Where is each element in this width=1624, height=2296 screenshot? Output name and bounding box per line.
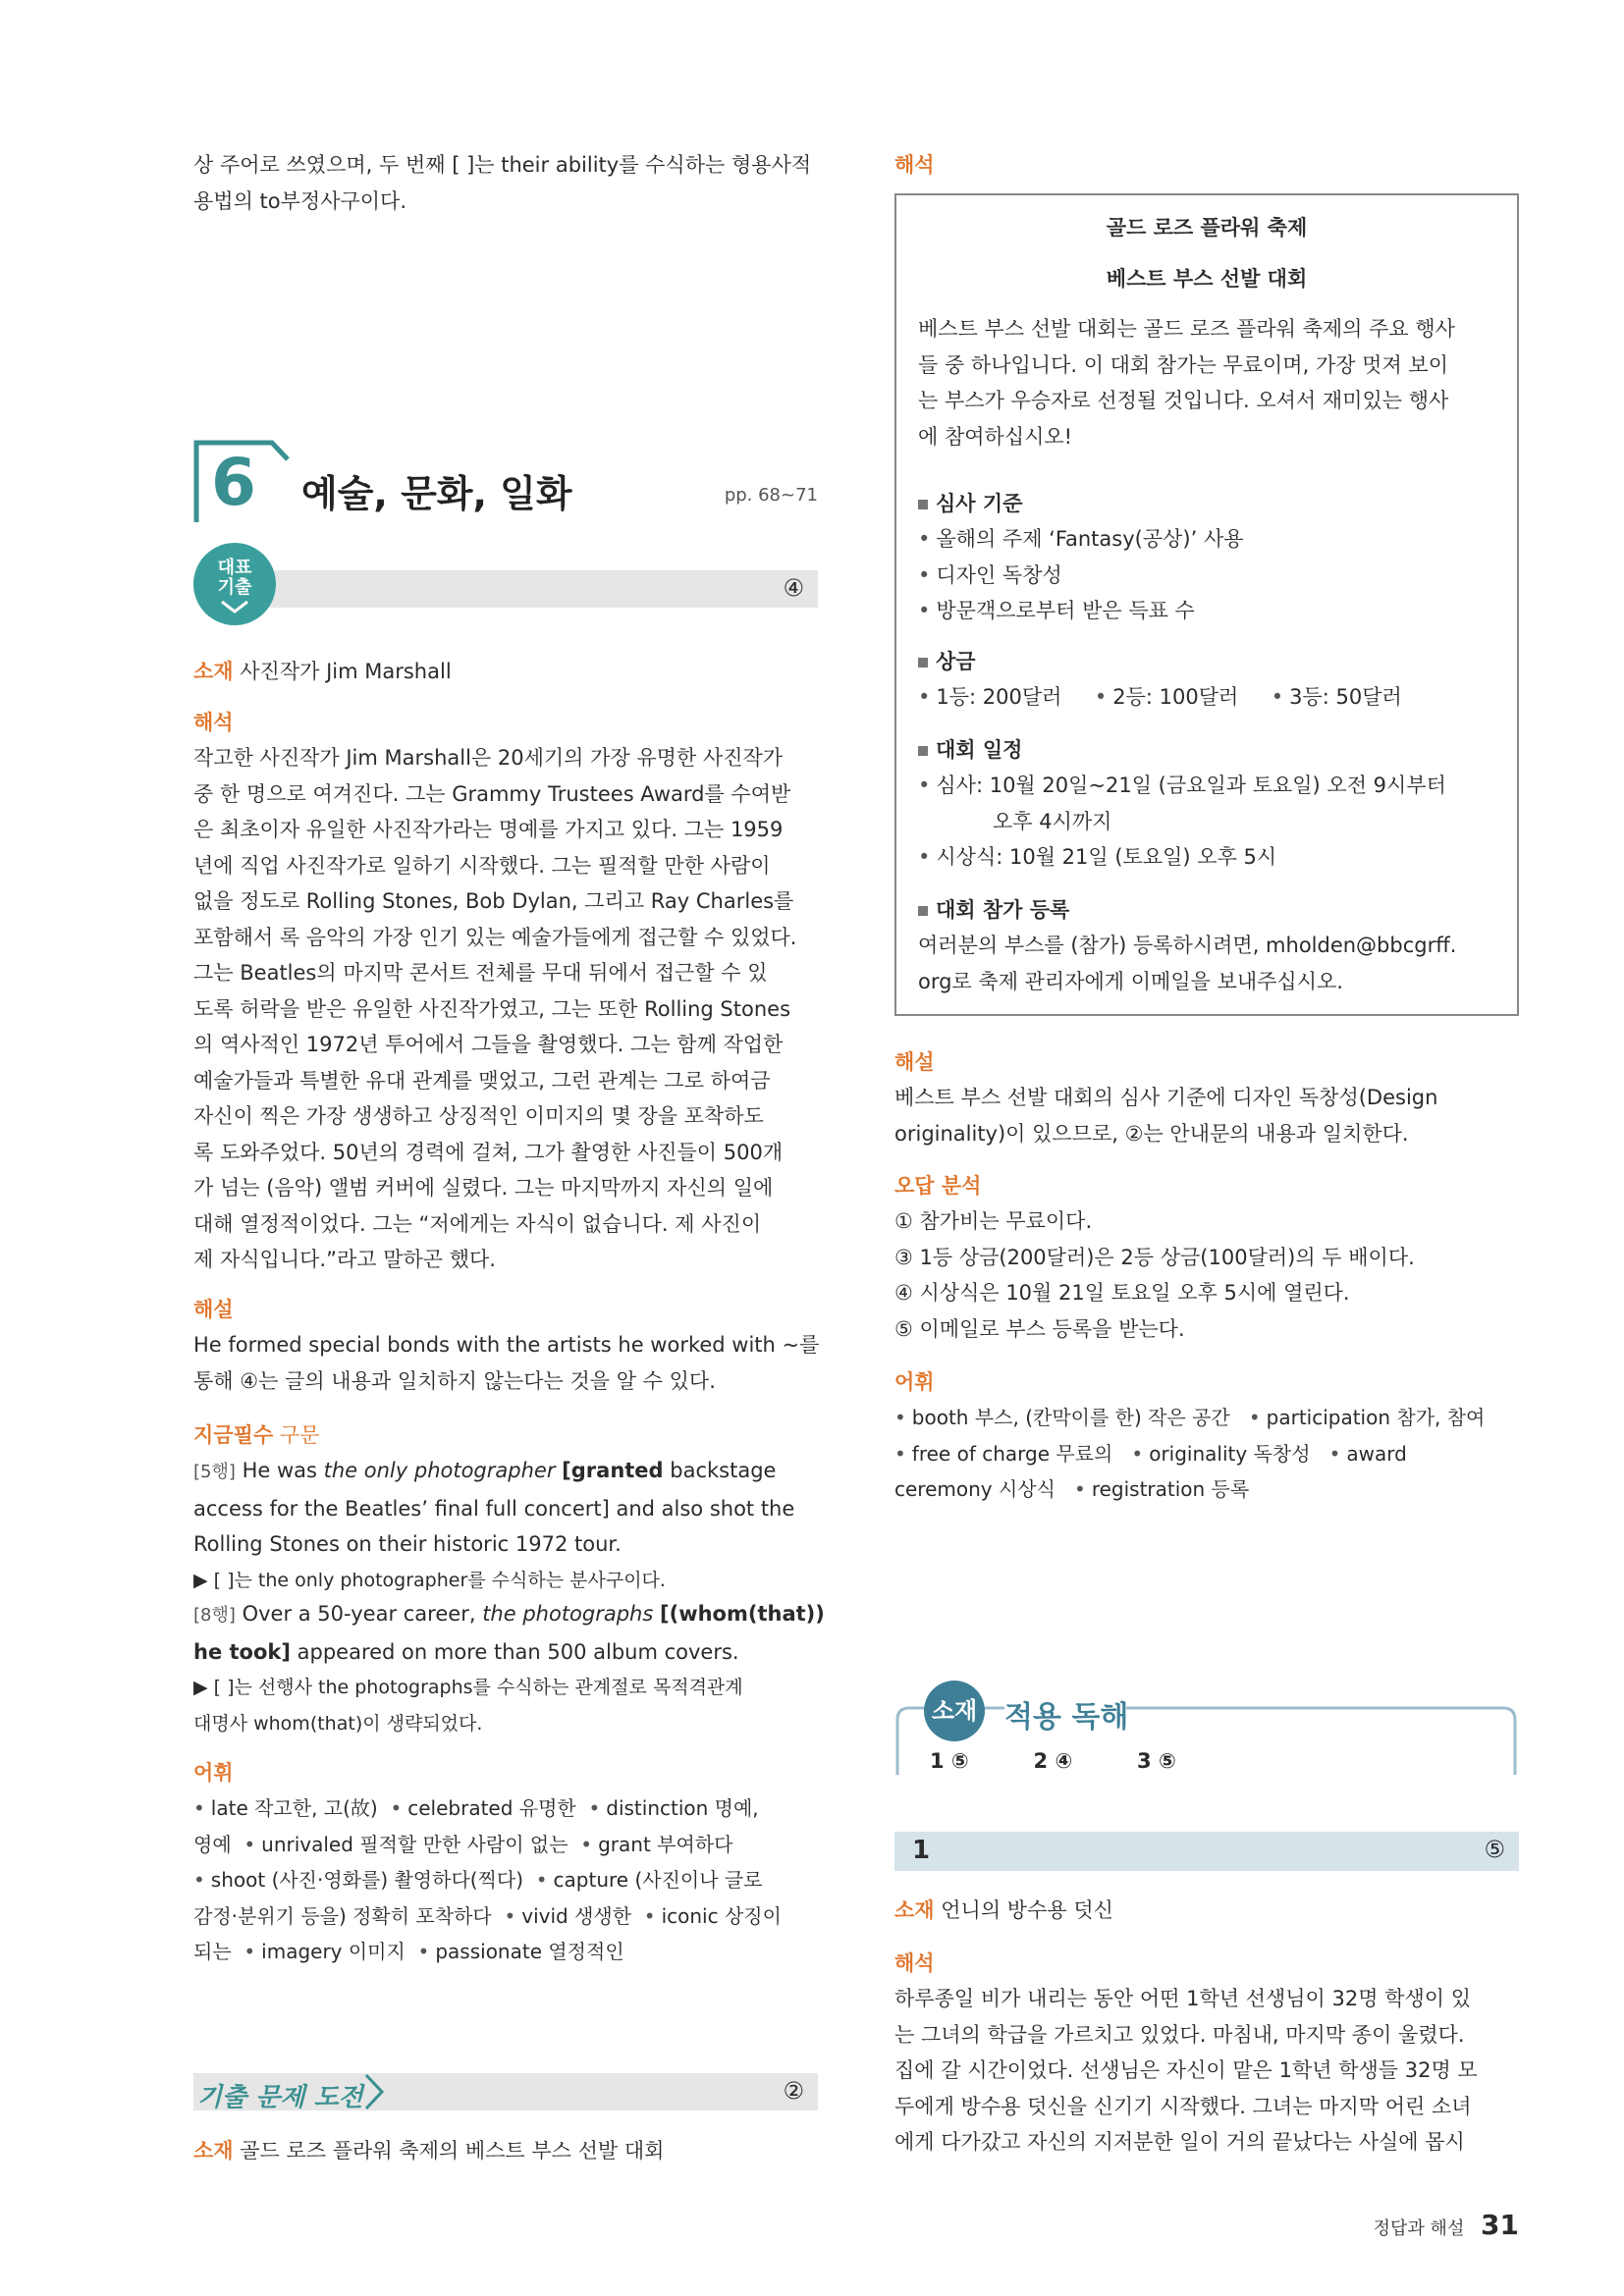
text-line: access for the Beatles’ final full concert] and also shot the (193, 1496, 795, 1521)
vocab-item: imagery 이미지 (261, 1940, 406, 1963)
haeseol-label: 해설 (894, 1050, 935, 1074)
text-line: ① 참가비는 무료이다. (894, 1209, 1093, 1233)
representative-bar (233, 570, 818, 608)
text-line: 년에 직업 사진작가로 일하기 시작했다. 그는 필적할 만한 사람이 (193, 853, 771, 878)
odap-list (894, 1203, 1519, 1347)
schedule-item: 심사: 10월 20일~21일 (금요일과 토요일) 오전 9시부터 (936, 774, 1446, 797)
page-number: 31 (1481, 2209, 1519, 2241)
notice-title: 골드 로즈 플라워 축제 (1106, 216, 1308, 240)
vocab-item: registration 등록 (1091, 1477, 1250, 1501)
registration-title: 대회 참가 등록 (918, 892, 1069, 929)
text-line: 들 중 하나입니다. 이 대회 참가는 무료이며, 가장 멋져 보이 (918, 352, 1449, 377)
sozae-label: 소재 (193, 2139, 234, 2163)
vocab-item: 감정·분위기 등을) 정확히 포착하다 (193, 1903, 492, 1928)
text-line: 상 주어로 쓰였으며, 두 번째 [ ]는 their ability를 수식하는 형용사적 (193, 153, 812, 177)
vocab-item: originality 독창성 (1149, 1441, 1311, 1466)
vocab-item: late 작고한, 고(故) (210, 1796, 378, 1820)
vocab-item: celebrated 유명한 (407, 1796, 576, 1820)
criteria-title: 심사 기준 (918, 486, 1022, 522)
challenge-bar (193, 2073, 818, 2110)
italic-span: the photographs (482, 1602, 654, 1626)
text-line: 록 도와주었다. 50년의 경력에 걸쳐, 그가 촬영한 사진들이 500개 (193, 1140, 784, 1164)
italic-span: the only photographer (323, 1459, 556, 1482)
text-line: 작고한 사진작가 Jim Marshall은 20세기의 가장 유명한 사진작가 (193, 746, 784, 770)
haeseok-paragraph (193, 740, 818, 1278)
haeseok-label: 해석 (894, 153, 935, 177)
challenge-title: 기출 문제 도전 (197, 2083, 363, 2112)
criteria-item: 방문객으로부터 받은 득표 수 (936, 599, 1195, 622)
challenge-answer: ② (783, 2077, 804, 2105)
apply-badge (924, 1681, 985, 1741)
text-line: 은 최초이자 유일한 사진작가라는 명예를 가지고 있다. 그는 1959 (193, 818, 784, 841)
vocab-item: award (1346, 1441, 1407, 1466)
haeseol-paragraph (193, 1327, 818, 1399)
text-line: 의 역사적인 1972년 투어에서 그들을 촬영했다. 그는 함께 작업한 (193, 1033, 784, 1056)
representative-answer: ④ (783, 574, 804, 602)
prize-list: • 1등: 200달러 • 2등: 100달러 • 3등: 50달러 (918, 685, 1402, 709)
challenge-chevron-icon (362, 2073, 386, 2110)
square-bullet-icon (918, 746, 928, 756)
chapter-number: 6 (211, 445, 256, 520)
text-line: Rolling Stones on their historic 1972 tour. (193, 1532, 622, 1556)
footer-label: 정답과 해설 (1373, 2218, 1465, 2239)
apply-section (894, 1669, 1519, 1777)
haeseok-label: 해석 (894, 1951, 935, 1975)
vocab-item: booth 부스, (칸막이를 한) 작은 공간 (911, 1406, 1230, 1429)
text-span: Over a 50-year career, (242, 1602, 483, 1626)
representative-badge (193, 543, 276, 625)
vocab-item: free of charge 무료의 (911, 1441, 1113, 1466)
schedule-list: • 심사: 10월 20일~21일 (금요일과 토요일) 오전 9시부터 오후 4시까지 • 시상식: 10월 21일 (토요일) 오후 5시 (918, 768, 1507, 876)
sozae-text: 사진작가 Jim Marshall (240, 660, 452, 683)
gumun-2 (193, 1596, 825, 1741)
sozae-label: 소재 (193, 660, 234, 683)
gumun-1 (193, 1453, 818, 1598)
vocab-item: unrivaled 필적할 만한 사람이 없는 (261, 1832, 568, 1856)
sozae-line (894, 1893, 1113, 1929)
vocab-label: 어휘 (193, 1761, 234, 1785)
vocab-item: capture (사진이나 글로 (553, 1868, 763, 1892)
text-line: 베스트 부스 선발 대회는 골드 로즈 플라워 축제의 주요 행사 (918, 317, 1455, 341)
text-line: He formed special bonds with the artists he worked with ~를 (193, 1333, 820, 1357)
text-line: 대해 열정적이었다. 그는 “저에게는 자식이 없습니다. 제 사진이 (193, 1211, 762, 1236)
chapter-header (193, 440, 818, 522)
square-bullet-icon (918, 906, 928, 916)
text-line: 여러분의 부스를 (참가) 등록하시려면, mholden@bbcgrff. (918, 934, 1457, 957)
text-line: 예술가들과 특별한 유대 관계를 맺었고, 그런 관계는 그로 하여금 (193, 1068, 771, 1093)
haeseol-paragraph (894, 1080, 1519, 1151)
sozae-text: 골드 로즈 플라워 축제의 베스트 부스 선발 대회 (240, 2139, 665, 2163)
bold-span: [(whom(that)) (660, 1602, 825, 1626)
text-line: 에 참여하십시오! (918, 424, 1073, 449)
sozae-label: 소재 (894, 1898, 935, 1922)
gumun-label: 지금필수 (193, 1423, 274, 1447)
notice-subtitle: 베스트 부스 선발 대회 (1106, 267, 1308, 291)
text-line: org로 축제 관리자에게 이메일을 보내주십시오. (918, 969, 1343, 993)
sozae-line (193, 654, 452, 690)
text-line: 도록 허락을 받은 유일한 사진작가였고, 그는 또한 Rolling Stones (193, 996, 791, 1021)
text-line: 는 그녀의 학급을 가르치고 있었다. 마침내, 마지막 종이 울렸다. (894, 2022, 1465, 2047)
vocab-item: 되는 (193, 1940, 232, 1963)
text-line: 는 부스가 우승자로 선정될 것입니다. 오셔서 재미있는 행사 (918, 389, 1449, 412)
sozae-text: 언니의 방수용 덧신 (941, 1898, 1113, 1922)
line-tag: [5행] (193, 1462, 236, 1482)
vocab-item: participation 참가, 참여 (1266, 1406, 1486, 1429)
bold-span: he took] (193, 1639, 291, 1664)
text-line: 포함해서 록 음악의 가장 인기 있는 예술가들에게 접근할 수 있었다. (193, 925, 797, 949)
bold-span: [granted (562, 1459, 664, 1482)
badge-line: 기출 (217, 577, 252, 598)
vocab-label: 어휘 (894, 1370, 935, 1394)
square-bullet-icon (918, 500, 928, 509)
apply-answer: 1 ⑤ (930, 1749, 969, 1773)
text-line: 제 자식입니다.”라고 말하곤 했다. (193, 1248, 496, 1271)
registration-text (918, 928, 1507, 999)
question-answer: ⑤ (1484, 1836, 1505, 1863)
gumun-heading (193, 1417, 319, 1454)
prize-item: 1등: 200달러 (936, 685, 1062, 709)
text-line: 통해 ④는 글의 내용과 일치하지 않는다는 것을 알 수 있다. (193, 1368, 716, 1393)
text-line: 두에게 방수용 덧신을 신기기 시작했다. 그녀는 마지막 어린 소녀 (894, 2094, 1472, 2118)
prize-title: 상금 (918, 644, 976, 680)
text-line: ④ 시상식은 10월 21일 토요일 오후 5시에 열린다. (894, 1281, 1350, 1305)
text-line: 집에 갈 시간이었다. 선생님은 자신이 맡은 1학년 학생들 32명 모 (894, 2058, 1478, 2082)
haeseok-paragraph (894, 1981, 1519, 2161)
apply-answer: 2 ④ (1033, 1749, 1073, 1773)
page-footer (1374, 2209, 1519, 2241)
question-number: 1 (912, 1836, 931, 1865)
vocab-list: • booth 부스, (칸막이를 한) 작은 공간 • participation 참가, 참여 • free of charge 무료의 • originality 독창성 • award ceremony 시상식 • registration 등록 (894, 1406, 1486, 1501)
gumun-label: 구문 (279, 1423, 320, 1447)
schedule-item-cont: 오후 4시까지 (993, 809, 1112, 833)
schedule-title: 대회 일정 (918, 732, 1022, 769)
notice-box (894, 193, 1519, 1016)
text-line: 베스트 부스 선발 대회의 심사 기준에 디자인 독창성(Design (894, 1086, 1438, 1109)
vocab-item: distinction 명예, (606, 1796, 759, 1820)
text-line: 그는 Beatles의 마지막 콘서트 전체를 무대 뒤에서 접근할 수 있 (193, 961, 768, 985)
gumun-note: 대명사 whom(that)이 생략되었다. (193, 1712, 483, 1735)
line-tag: [8행] (193, 1605, 236, 1626)
question-1-bar (894, 1832, 1519, 1871)
sozae2-line (193, 2133, 664, 2169)
text-line: ③ 1등 상금(200달러)은 2등 상금(100달러)의 두 배이다. (894, 1245, 1415, 1269)
badge-chevron-icon (220, 600, 249, 614)
text-line: 가 넘는 (음악) 앨범 커버에 실렸다. 그는 마지막까지 자신의 일에 (193, 1176, 774, 1200)
apply-answers (930, 1743, 1176, 1780)
chapter-pages: pp. 68~71 (724, 485, 818, 506)
criteria-item: 디자인 독창성 (936, 562, 1062, 587)
haeseol-label: 해설 (193, 1298, 234, 1321)
criteria-list: • 올해의 주제 ‘Fantasy(공상)’ 사용 • 디자인 독창성 • 방문객으로부터 받은 득표 수 (918, 527, 1244, 622)
text-line: 자신이 찍은 가장 생생하고 상징적인 이미지의 몇 장을 포착하도 (193, 1104, 764, 1128)
apply-answer: 3 ⑤ (1137, 1749, 1176, 1773)
text-line: 용법의 to부정사구이다. (193, 188, 407, 213)
odap-label: 오답 분석 (894, 1174, 982, 1198)
text-line: 에게 다가갔고 자신의 지저분한 일이 거의 끝났다는 사실에 몹시 (894, 2130, 1465, 2154)
vocab-item: passionate 열정적인 (435, 1940, 624, 1963)
badge-line: 대표 (217, 558, 252, 578)
intro-text (193, 147, 818, 219)
text-line: originality)이 있으므로, ②는 안내문의 내용과 일치한다. (894, 1121, 1409, 1146)
vocab-item: grant 부여하다 (598, 1832, 733, 1856)
apply-badge-text: 소재 (931, 1697, 978, 1725)
gumun-note: ▶ [ ]는 the only photographer를 수식하는 분사구이다. (193, 1569, 666, 1591)
apply-title: 적용 독해 (1004, 1700, 1129, 1735)
notice-intro (918, 311, 1497, 454)
gumun-note: ▶ [ ]는 선행사 the photographs를 수식하는 관계절로 목적격관계 (193, 1677, 743, 1698)
text-line: ⑤ 이메일로 부스 등록을 받는다. (894, 1316, 1185, 1341)
vocab-item: shoot (사진·영화를) 촬영하다(찍다) (210, 1868, 524, 1892)
criteria-item: 올해의 주제 ‘Fantasy(공상)’ 사용 (936, 527, 1244, 551)
prize-item: 3등: 50달러 (1289, 685, 1402, 709)
text-span: appeared on more than 500 album covers. (290, 1639, 739, 1664)
schedule-item: 시상식: 10월 21일 (토요일) 오후 5시 (936, 845, 1277, 869)
vocab-item: iconic 상징이 (661, 1903, 782, 1928)
chapter-title: 예술, 문화, 일화 (301, 472, 572, 515)
text-line: 하루종일 비가 내리는 동안 어떤 1학년 선생님이 32명 학생이 있 (894, 1987, 1472, 2010)
prize-item: 2등: 100달러 (1112, 685, 1239, 709)
vocab-item: ceremony 시상식 (894, 1477, 1056, 1501)
vocab-list: • late 작고한, 고(故) • celebrated 유명한 • distinction 명예, 영예 • unrivaled 필적할 만한 사람이 없는 • grant 부여하다 • shoot (사진·영화를) 촬영하다(찍다) • capture (사진이나 글로 감정·분위기 등을) 정확히 포착하다 • vivid 생생한 • iconic 상징이 되는 • imagery 이미지 • passionate 열정적인 (193, 1796, 782, 1963)
text-line: 없을 정도로 Rolling Stones, Bob Dylan, 그리고 Ray Charles를 (193, 889, 794, 913)
haeseok-label: 해석 (193, 711, 234, 734)
text-span: He was (242, 1459, 324, 1482)
text-line: 중 한 명으로 여겨진다. 그는 Grammy Trustees Award를 수여받 (193, 781, 791, 806)
vocab-item: 영예 (193, 1832, 232, 1856)
text-span: backstage (663, 1459, 777, 1482)
vocab-item: vivid 생생한 (521, 1903, 632, 1928)
square-bullet-icon (918, 658, 928, 667)
